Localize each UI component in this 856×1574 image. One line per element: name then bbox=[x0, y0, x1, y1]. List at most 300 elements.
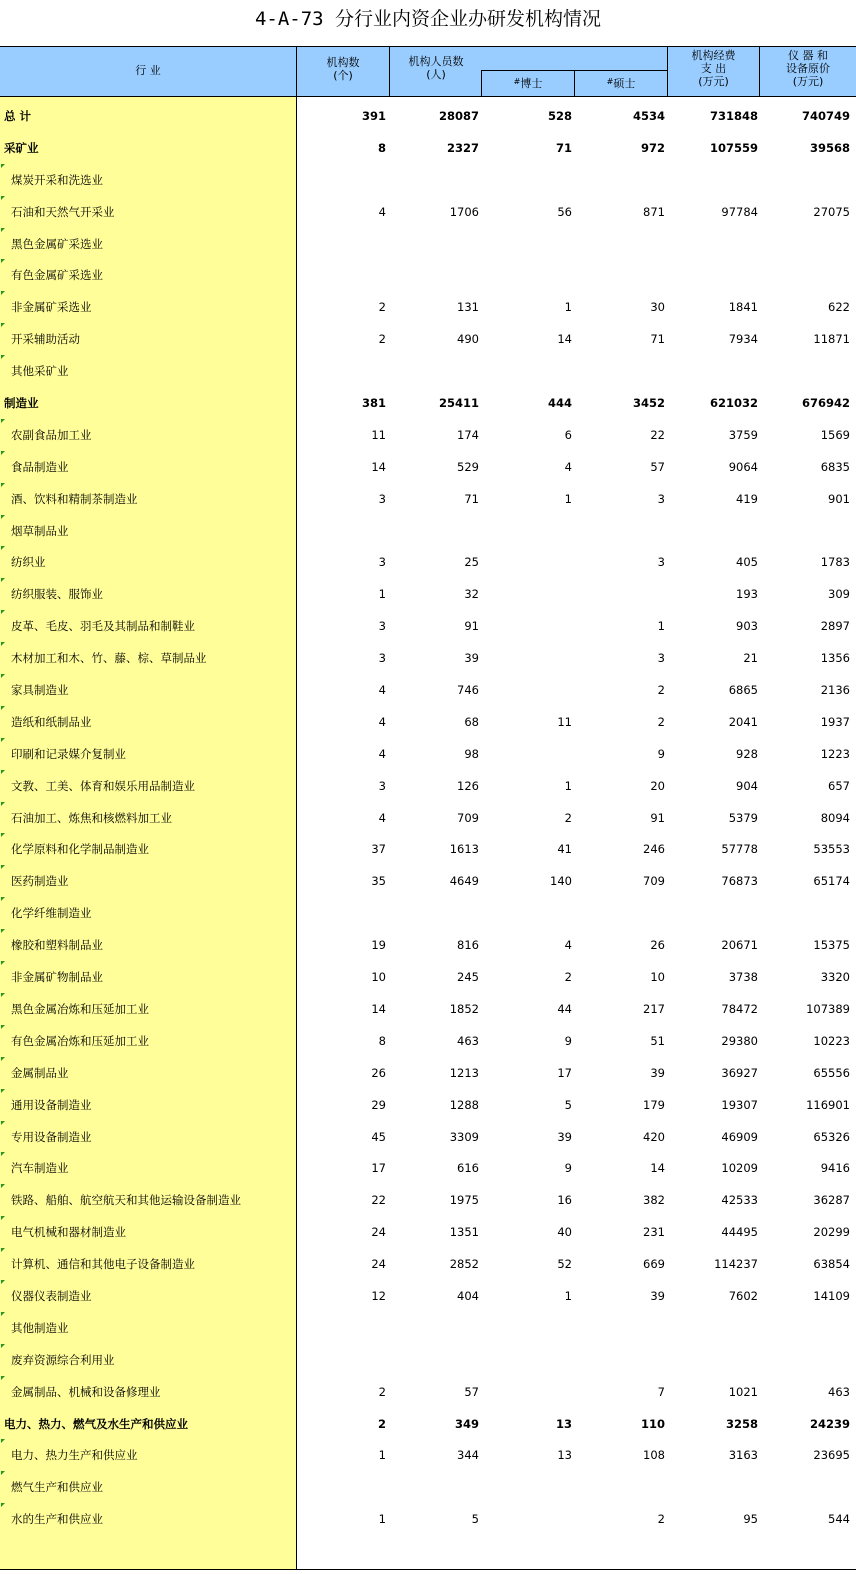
expense-value: 3258 bbox=[725, 1416, 758, 1431]
cell-marker-icon bbox=[1, 674, 5, 678]
institutions-value: 391 bbox=[361, 109, 386, 123]
personnel-value: 3309 bbox=[449, 1129, 479, 1144]
industry-name: 金属制品、机械和设备修理业 bbox=[11, 1384, 161, 1399]
phd-value: 4 bbox=[564, 938, 572, 953]
table-row bbox=[0, 451, 856, 483]
industry-name: 皮革、毛皮、羽毛及其制品和制鞋业 bbox=[11, 619, 195, 634]
equipment-value: 20299 bbox=[813, 1225, 850, 1240]
table-row bbox=[0, 674, 856, 706]
master-value: 1 bbox=[657, 619, 665, 634]
cell-marker-icon bbox=[1, 1025, 5, 1029]
expense-value: 621032 bbox=[709, 396, 758, 411]
master-value: 231 bbox=[643, 1225, 665, 1240]
personnel-value: 5 bbox=[471, 1512, 479, 1527]
expense-value: 42533 bbox=[721, 1193, 758, 1208]
equipment-value: 36287 bbox=[813, 1193, 850, 1208]
table-row bbox=[0, 1408, 856, 1440]
institutions-value: 2 bbox=[378, 1384, 386, 1399]
industry-name: 专用设备制造业 bbox=[11, 1129, 92, 1144]
personnel-value: 490 bbox=[457, 332, 479, 347]
table-row bbox=[0, 802, 856, 834]
phd-value: 1 bbox=[564, 778, 572, 793]
expense-value: 7934 bbox=[728, 332, 758, 347]
master-value: 246 bbox=[643, 842, 665, 857]
table-row bbox=[0, 164, 856, 196]
phd-value: 17 bbox=[557, 1065, 572, 1080]
cell-marker-icon bbox=[1, 642, 5, 646]
master-value: 30 bbox=[650, 300, 665, 315]
table-row bbox=[0, 770, 856, 802]
equipment-value: 1937 bbox=[820, 714, 850, 729]
equipment-value: 676942 bbox=[801, 396, 850, 411]
industry-name: 农副食品加工业 bbox=[11, 427, 92, 442]
industry-name: 烟草制品业 bbox=[11, 523, 69, 538]
header-master-label: 硕士 bbox=[613, 77, 636, 90]
phd-value: 11 bbox=[557, 714, 572, 729]
phd-value: 1 bbox=[564, 1288, 572, 1303]
table-row bbox=[0, 1471, 856, 1503]
master-value: 108 bbox=[643, 1448, 665, 1463]
cell-marker-icon bbox=[1, 578, 5, 582]
phd-value: 2 bbox=[564, 810, 572, 825]
table-row bbox=[0, 1152, 856, 1184]
master-value: 669 bbox=[643, 1257, 665, 1272]
equipment-value: 309 bbox=[828, 587, 850, 602]
institutions-value: 35 bbox=[371, 874, 386, 889]
expense-value: 20671 bbox=[721, 938, 758, 953]
institutions-value: 14 bbox=[371, 459, 386, 474]
table-row bbox=[0, 483, 856, 515]
phd-value: 1 bbox=[564, 300, 572, 315]
personnel-value: 25 bbox=[464, 555, 479, 570]
expense-value: 7602 bbox=[728, 1288, 758, 1303]
table-row bbox=[0, 706, 856, 738]
master-value: 382 bbox=[643, 1193, 665, 1208]
header-equipment bbox=[760, 49, 856, 88]
institutions-value: 2 bbox=[378, 300, 386, 315]
header-expense-line2: 支 出 bbox=[700, 62, 727, 75]
institutions-value: 3 bbox=[378, 555, 386, 570]
table-row bbox=[0, 1439, 856, 1471]
institutions-value: 4 bbox=[378, 810, 386, 825]
equipment-value: 6835 bbox=[820, 459, 850, 474]
industry-name: 石油加工、炼焦和核燃料加工业 bbox=[11, 810, 172, 825]
personnel-value: 91 bbox=[464, 619, 479, 634]
cell-marker-icon bbox=[1, 833, 5, 837]
cell-marker-icon bbox=[1, 865, 5, 869]
institutions-value: 14 bbox=[371, 1001, 386, 1016]
industry-name: 采矿业 bbox=[4, 140, 39, 155]
personnel-value: 126 bbox=[457, 778, 479, 793]
personnel-value: 344 bbox=[457, 1448, 479, 1463]
master-value: 2 bbox=[657, 714, 665, 729]
master-value: 709 bbox=[643, 874, 665, 889]
institutions-value: 1 bbox=[378, 1448, 386, 1463]
expense-value: 3163 bbox=[728, 1448, 758, 1463]
master-value: 39 bbox=[650, 1288, 665, 1303]
header-personnel-unit: (人) bbox=[426, 68, 446, 81]
cell-marker-icon bbox=[1, 993, 5, 997]
cell-marker-icon bbox=[1, 1344, 5, 1348]
industry-name: 燃气生产和供应业 bbox=[11, 1480, 103, 1495]
institutions-value: 22 bbox=[371, 1193, 386, 1208]
institutions-value: 3 bbox=[378, 651, 386, 666]
equipment-value: 3320 bbox=[820, 970, 850, 985]
industry-name: 汽车制造业 bbox=[11, 1161, 69, 1176]
header-institutions-unit: (个) bbox=[333, 69, 353, 82]
cell-marker-icon bbox=[1, 961, 5, 965]
industry-name: 电力、热力、燃气及水生产和供应业 bbox=[4, 1416, 188, 1431]
industry-name: 制造业 bbox=[4, 396, 39, 411]
institutions-value: 26 bbox=[371, 1065, 386, 1080]
personnel-value: 1706 bbox=[449, 204, 479, 219]
phd-value: 16 bbox=[557, 1193, 572, 1208]
table-row bbox=[0, 1248, 856, 1280]
header-personnel bbox=[390, 55, 482, 81]
header-expense-line1: 机构经费 bbox=[691, 49, 736, 62]
phd-value: 6 bbox=[564, 427, 572, 442]
phd-value: 140 bbox=[550, 874, 572, 889]
equipment-value: 463 bbox=[828, 1384, 850, 1399]
personnel-value: 1351 bbox=[449, 1225, 479, 1240]
expense-value: 97784 bbox=[721, 204, 758, 219]
expense-value: 95 bbox=[743, 1512, 758, 1527]
header-expense-unit: (万元) bbox=[698, 75, 729, 88]
table-row bbox=[0, 738, 856, 770]
table-row bbox=[0, 610, 856, 642]
table-row bbox=[0, 419, 856, 451]
header-top-border bbox=[0, 46, 856, 47]
equipment-value: 8094 bbox=[820, 810, 850, 825]
expense-value: 76873 bbox=[721, 874, 758, 889]
master-value: 57 bbox=[650, 459, 665, 474]
cell-marker-icon bbox=[1, 1376, 5, 1380]
table-row bbox=[0, 515, 856, 547]
institutions-value: 381 bbox=[361, 396, 386, 411]
industry-name: 化学纤维制造业 bbox=[11, 906, 92, 921]
personnel-value: 746 bbox=[457, 683, 479, 698]
personnel-value: 28087 bbox=[438, 109, 479, 123]
table-row bbox=[0, 865, 856, 897]
header-phd-label: 博士 bbox=[520, 77, 543, 90]
expense-value: 1841 bbox=[728, 300, 758, 315]
personnel-value: 131 bbox=[457, 300, 479, 315]
phd-value: 9 bbox=[564, 1033, 572, 1048]
cell-marker-icon bbox=[1, 355, 5, 359]
institutions-value: 4 bbox=[378, 746, 386, 761]
table-row bbox=[0, 1503, 856, 1535]
institutions-value: 45 bbox=[371, 1129, 386, 1144]
phd-value: 2 bbox=[564, 970, 572, 985]
table-row bbox=[0, 642, 856, 674]
personnel-value: 1213 bbox=[449, 1065, 479, 1080]
table-row bbox=[0, 387, 856, 419]
expense-value: 107559 bbox=[709, 140, 758, 155]
expense-value: 29380 bbox=[721, 1033, 758, 1048]
industry-name: 黑色金属冶炼和压延加工业 bbox=[11, 1001, 149, 1016]
industry-name: 石油和天然气开采业 bbox=[11, 204, 115, 219]
table-row bbox=[0, 546, 856, 578]
expense-value: 193 bbox=[736, 587, 758, 602]
phd-value: 1 bbox=[564, 491, 572, 506]
table-row bbox=[0, 1216, 856, 1248]
equipment-value: 27075 bbox=[813, 204, 850, 219]
cell-marker-icon bbox=[1, 483, 5, 487]
cell-marker-icon bbox=[1, 1216, 5, 1220]
master-value: 972 bbox=[640, 140, 665, 155]
expense-value: 57778 bbox=[721, 842, 758, 857]
personnel-value: 349 bbox=[454, 1416, 479, 1431]
institutions-value: 8 bbox=[377, 140, 386, 155]
personnel-value: 71 bbox=[464, 491, 479, 506]
personnel-value: 529 bbox=[457, 459, 479, 474]
table-row bbox=[0, 1280, 856, 1312]
equipment-value: 1569 bbox=[820, 427, 850, 442]
table-row bbox=[0, 1057, 856, 1089]
industry-name: 铁路、船舶、航空航天和其他运输设备制造业 bbox=[11, 1193, 241, 1208]
equipment-value: 1223 bbox=[820, 746, 850, 761]
expense-value: 46909 bbox=[721, 1129, 758, 1144]
table-row bbox=[0, 1089, 856, 1121]
personnel-value: 463 bbox=[457, 1033, 479, 1048]
cell-marker-icon bbox=[1, 770, 5, 774]
master-value: 3 bbox=[657, 651, 665, 666]
cell-marker-icon bbox=[1, 419, 5, 423]
master-value: 39 bbox=[650, 1065, 665, 1080]
expense-value: 114237 bbox=[714, 1257, 758, 1272]
personnel-value: 245 bbox=[457, 970, 479, 985]
cell-marker-icon bbox=[1, 738, 5, 742]
master-value: 420 bbox=[643, 1129, 665, 1144]
institutions-value: 19 bbox=[371, 938, 386, 953]
cell-marker-icon bbox=[1, 1471, 5, 1475]
phd-value: 528 bbox=[547, 109, 572, 123]
master-value: 4534 bbox=[632, 109, 665, 123]
master-value: 7 bbox=[657, 1384, 665, 1399]
header-institutions bbox=[297, 56, 389, 82]
master-value: 14 bbox=[650, 1161, 665, 1176]
table-bottom-border bbox=[0, 1569, 856, 1570]
table-row bbox=[0, 132, 856, 164]
industry-name: 电力、热力生产和供应业 bbox=[11, 1448, 138, 1463]
industry-name: 橡胶和塑料制品业 bbox=[11, 938, 103, 953]
personnel-value: 4649 bbox=[449, 874, 479, 889]
master-value: 9 bbox=[657, 746, 665, 761]
table-row bbox=[0, 1344, 856, 1376]
cell-marker-icon bbox=[1, 1057, 5, 1061]
master-value: 3 bbox=[657, 555, 665, 570]
equipment-value: 2136 bbox=[820, 683, 850, 698]
header-industry: 行 业 bbox=[135, 64, 161, 77]
equipment-value: 901 bbox=[828, 491, 850, 506]
equipment-value: 657 bbox=[828, 778, 850, 793]
expense-value: 21 bbox=[743, 651, 758, 666]
cell-marker-icon bbox=[1, 228, 5, 232]
institutions-value: 3 bbox=[378, 778, 386, 793]
table-row bbox=[0, 929, 856, 961]
personnel-value: 32 bbox=[464, 587, 479, 602]
master-value: 110 bbox=[640, 1416, 665, 1431]
institutions-value: 17 bbox=[371, 1161, 386, 1176]
institutions-value: 4 bbox=[378, 204, 386, 219]
industry-name: 家具制造业 bbox=[11, 683, 69, 698]
phd-value: 52 bbox=[557, 1257, 572, 1272]
header-phd-mark: # bbox=[513, 77, 521, 86]
header-bottom-border bbox=[0, 96, 856, 97]
expense-value: 1021 bbox=[728, 1384, 758, 1399]
personnel-value: 174 bbox=[457, 427, 479, 442]
phd-value: 13 bbox=[555, 1416, 572, 1431]
cell-marker-icon bbox=[1, 259, 5, 263]
industry-name: 开采辅助活动 bbox=[11, 332, 80, 347]
industry-name: 印刷和记录媒介复制业 bbox=[11, 746, 126, 761]
industry-name: 废弃资源综合利用业 bbox=[11, 1352, 115, 1367]
header-personnel-label: 机构人员数 bbox=[408, 55, 464, 68]
industry-name: 木材加工和木、竹、藤、棕、草制品业 bbox=[11, 651, 207, 666]
expense-value: 10209 bbox=[721, 1161, 758, 1176]
expense-value: 2041 bbox=[728, 714, 758, 729]
master-value: 2 bbox=[657, 683, 665, 698]
industry-name: 文教、工美、体育和娱乐用品制造业 bbox=[11, 778, 195, 793]
cell-marker-icon bbox=[1, 1089, 5, 1093]
equipment-value: 9416 bbox=[820, 1161, 850, 1176]
cell-marker-icon bbox=[1, 451, 5, 455]
master-value: 91 bbox=[650, 810, 665, 825]
equipment-value: 740749 bbox=[801, 109, 850, 123]
cell-marker-icon bbox=[1, 515, 5, 519]
master-value: 871 bbox=[643, 204, 665, 219]
cell-marker-icon bbox=[1, 897, 5, 901]
table-row bbox=[0, 196, 856, 228]
expense-value: 5379 bbox=[728, 810, 758, 825]
cell-marker-icon bbox=[1, 291, 5, 295]
cell-marker-icon bbox=[1, 1121, 5, 1125]
header-equipment-line1: 仪 器 和 bbox=[788, 49, 828, 62]
table-row bbox=[0, 993, 856, 1025]
header-master-mark: # bbox=[606, 77, 614, 86]
industry-name: 计算机、通信和其他电子设备制造业 bbox=[11, 1257, 195, 1272]
personnel-value: 404 bbox=[457, 1288, 479, 1303]
cell-marker-icon bbox=[1, 546, 5, 550]
phd-value: 9 bbox=[564, 1161, 572, 1176]
industry-name: 电气机械和器材制造业 bbox=[11, 1225, 126, 1240]
industry-name: 煤炭开采和洗选业 bbox=[11, 172, 103, 187]
industry-name: 食品制造业 bbox=[11, 459, 69, 474]
personnel-value: 709 bbox=[457, 810, 479, 825]
master-value: 179 bbox=[643, 1097, 665, 1112]
table-row bbox=[0, 100, 856, 132]
industry-name: 纺织业 bbox=[11, 555, 46, 570]
institutions-value: 24 bbox=[371, 1225, 386, 1240]
header-phd bbox=[482, 77, 574, 90]
industry-name: 造纸和纸制品业 bbox=[11, 714, 92, 729]
header-expense bbox=[668, 49, 759, 88]
table-row bbox=[0, 1312, 856, 1344]
cell-marker-icon bbox=[1, 323, 5, 327]
equipment-value: 65326 bbox=[813, 1129, 850, 1144]
industry-name: 纺织服装、服饰业 bbox=[11, 587, 103, 602]
table-row bbox=[0, 897, 856, 929]
expense-value: 6865 bbox=[728, 683, 758, 698]
master-value: 20 bbox=[650, 778, 665, 793]
master-value: 3452 bbox=[632, 396, 665, 411]
institutions-value: 37 bbox=[371, 842, 386, 857]
table-row bbox=[0, 323, 856, 355]
personnel-value: 1288 bbox=[449, 1097, 479, 1112]
personnel-value: 1613 bbox=[449, 842, 479, 857]
institutions-value: 8 bbox=[378, 1033, 386, 1048]
master-value: 217 bbox=[643, 1001, 665, 1016]
institutions-value: 24 bbox=[371, 1257, 386, 1272]
industry-name: 非金属矿物制品业 bbox=[11, 970, 103, 985]
personnel-value: 2852 bbox=[449, 1257, 479, 1272]
personnel-value: 616 bbox=[457, 1161, 479, 1176]
cell-marker-icon bbox=[1, 1280, 5, 1284]
industry-name: 有色金属矿采选业 bbox=[11, 268, 103, 283]
expense-value: 36927 bbox=[721, 1065, 758, 1080]
equipment-value: 15375 bbox=[813, 938, 850, 953]
equipment-value: 14109 bbox=[813, 1288, 850, 1303]
industry-name: 非金属矿采选业 bbox=[11, 300, 92, 315]
master-value: 26 bbox=[650, 938, 665, 953]
phd-value: 39 bbox=[557, 1129, 572, 1144]
phd-value: 14 bbox=[557, 332, 572, 347]
equipment-value: 10223 bbox=[813, 1033, 850, 1048]
industry-name: 酒、饮料和精制茶制造业 bbox=[11, 491, 138, 506]
personnel-value: 816 bbox=[457, 938, 479, 953]
phd-value: 56 bbox=[557, 204, 572, 219]
phd-value: 40 bbox=[557, 1225, 572, 1240]
table-row bbox=[0, 1376, 856, 1408]
phd-value: 13 bbox=[557, 1448, 572, 1463]
cell-marker-icon bbox=[1, 610, 5, 614]
expense-value: 9064 bbox=[728, 459, 758, 474]
table-row bbox=[0, 833, 856, 865]
master-value: 2 bbox=[657, 1512, 665, 1527]
equipment-value: 1356 bbox=[820, 651, 850, 666]
institutions-value: 2 bbox=[377, 1416, 386, 1431]
industry-name: 黑色金属矿采选业 bbox=[11, 236, 103, 251]
industry-name: 通用设备制造业 bbox=[11, 1097, 92, 1112]
expense-value: 19307 bbox=[721, 1097, 758, 1112]
table-row bbox=[0, 578, 856, 610]
expense-value: 78472 bbox=[721, 1001, 758, 1016]
personnel-value: 1975 bbox=[449, 1193, 479, 1208]
expense-value: 903 bbox=[736, 619, 758, 634]
master-value: 71 bbox=[650, 332, 665, 347]
table-row bbox=[0, 259, 856, 291]
equipment-value: 63854 bbox=[813, 1257, 850, 1272]
cell-marker-icon bbox=[1, 164, 5, 168]
personnel-value: 1852 bbox=[449, 1001, 479, 1016]
equipment-value: 24239 bbox=[809, 1416, 850, 1431]
master-value: 3 bbox=[657, 491, 665, 506]
cell-marker-icon bbox=[1, 1152, 5, 1156]
institutions-value: 10 bbox=[371, 970, 386, 985]
personnel-value: 68 bbox=[464, 714, 479, 729]
table-row bbox=[0, 355, 856, 387]
personnel-value: 25411 bbox=[438, 396, 479, 411]
table-body bbox=[0, 100, 856, 1535]
expense-value: 731848 bbox=[709, 109, 758, 123]
industry-name: 仪器仪表制造业 bbox=[11, 1288, 92, 1303]
equipment-value: 116901 bbox=[806, 1097, 850, 1112]
personnel-value: 2327 bbox=[446, 140, 479, 155]
cell-marker-icon bbox=[1, 929, 5, 933]
expense-value: 3738 bbox=[728, 970, 758, 985]
equipment-value: 53553 bbox=[813, 842, 850, 857]
header-equipment-unit: (万元) bbox=[792, 75, 824, 88]
